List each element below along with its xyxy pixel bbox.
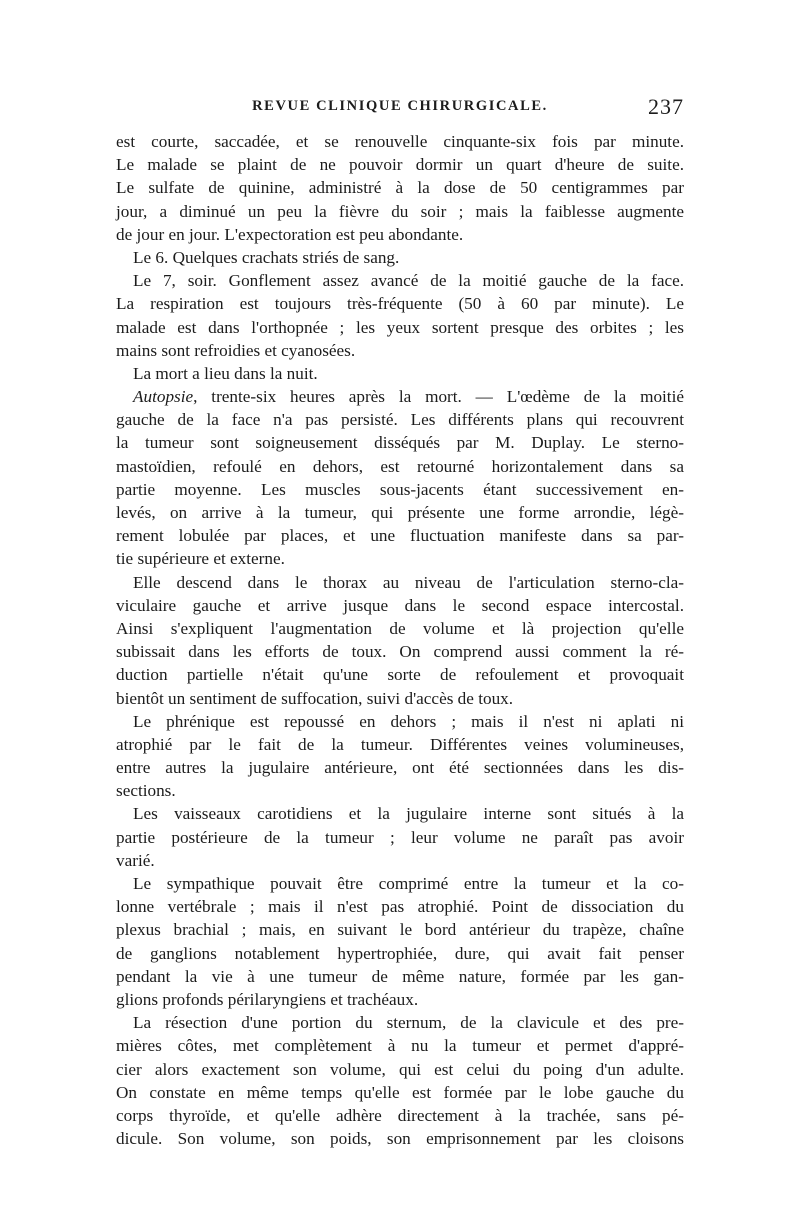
text-line: partie postérieure de la tumeur ; leur volume ne paraît pas avoir	[116, 827, 684, 847]
text-line: subissait dans les efforts de toux. On comprend aussi comment la ré-	[116, 642, 684, 662]
text-line: malade est dans l'orthopnée ; les yeux sortent presque des orbites ; les	[116, 317, 684, 337]
text-line: dicule. Son volume, son poids, son emprisonnement par les cloisons	[116, 1129, 684, 1149]
text-line: La respiration est toujours très-fréquente (50 à 60 par minute). Le	[116, 294, 684, 314]
text-line: On constate en même temps qu'elle est formée par le lobe gauche du	[116, 1082, 684, 1102]
text-line: lonne vertébrale ; mais il n'est pas atrophié. Point de dissociation du	[116, 897, 684, 917]
text-line: Le sulfate de quinine, administré à la dose de 50 centigrammes par	[116, 178, 684, 198]
text-line: atrophié par le fait de la tumeur. Différentes veines volumineuses,	[116, 734, 684, 754]
text-line: duction partielle n'était qu'une sorte de refoulement et provoquait	[116, 665, 684, 685]
text-line: de ganglions notablement hypertrophiée, dure, qui avait fait penser	[116, 943, 684, 963]
text-line: mains sont refroidies et cyanosées.	[116, 340, 356, 360]
running-title: REVUE CLINIQUE CHIRURGICALE.	[252, 98, 548, 114]
body-text	[116, 130, 684, 1150]
text-line: mières côtes, met complètement à nu la tumeur et permet d'appré-	[116, 1036, 684, 1056]
text-line: gauche de la face n'a pas persisté. Les différents plans qui recouvrent	[116, 410, 684, 430]
text-line: jour, a diminué un peu la fièvre du soir ; mais la faiblesse augmente	[116, 201, 684, 221]
text-line: sections.	[116, 781, 176, 801]
text-line: cier alors exactement son volume, qui est celui du poing d'un adulte.	[116, 1059, 684, 1079]
text-line: mastoïdien, refoulé en dehors, est retourné horizontalement dans sa	[116, 456, 684, 476]
text-line: est courte, saccadée, et se renouvelle cinquante-six fois par minute.	[116, 132, 684, 151]
text-line: Les vaisseaux carotidiens et la jugulaire interne sont situés à la	[133, 804, 684, 824]
text-line: corps thyroïde, et qu'elle adhère directement à la trachée, sans pé-	[116, 1105, 684, 1125]
text-line: pendant la vie à une tumeur de même nature, formée par les gan-	[116, 966, 684, 986]
text-line: La mort a lieu dans la nuit.	[133, 363, 318, 383]
text-line: bientôt un sentiment de suffocation, suivi d'accès de toux.	[116, 688, 514, 708]
text-line: Le 7, soir. Gonflement assez avancé de la moitié gauche de la face.	[133, 271, 684, 291]
text-line: varié.	[116, 850, 155, 870]
text-line: Ainsi s'expliquent l'augmentation de volume et là projection qu'elle	[116, 618, 684, 638]
text-line: Le sympathique pouvait être comprimé entre la tumeur et la co-	[133, 874, 684, 893]
text-line: Le malade se plaint de ne pouvoir dormir un quart d'heure de suite.	[116, 155, 684, 175]
running-head	[116, 94, 684, 124]
text-line: Autopsie, trente-six heures après la mort. — L'œdème de la moitié	[133, 387, 684, 407]
text-line: Elle descend dans le thorax au niveau de l'articulation sterno-cla-	[133, 572, 684, 592]
text-line: la tumeur sont soigneusement disséqués par M. Duplay. Le sterno-	[116, 433, 684, 453]
page-number: 237	[648, 94, 684, 119]
text-line: tie supérieure et externe.	[116, 549, 285, 569]
text-line: Le 6. Quelques crachats striés de sang.	[133, 247, 400, 267]
text-line: partie moyenne. Les muscles sous-jacents étant successivement en-	[116, 479, 684, 499]
text-line: de jour en jour. L'expectoration est peu abondante.	[116, 224, 464, 244]
italic-lead: Autopsie	[133, 387, 194, 407]
text-line: levés, on arrive à la tumeur, qui présente une forme arrondie, légè-	[116, 503, 684, 522]
text-line: entre autres la jugulaire antérieure, ont été sectionnées dans les dis-	[116, 758, 684, 778]
text-line: glions profonds périlaryngiens et trachéaux.	[116, 989, 419, 1009]
text-line: plexus brachial ; mais, en suivant le bord antérieur du trapèze, chaîne	[116, 920, 684, 940]
text-line: Le phrénique est repoussé en dehors ; mais il n'est ni aplati ni	[133, 711, 684, 731]
text-line: La résection d'une portion du sternum, de la clavicule et des pre-	[133, 1013, 684, 1033]
text-line: rement lobulée par places, et une fluctuation manifeste dans sa par-	[116, 526, 684, 546]
text-line: viculaire gauche et arrive jusque dans le second espace intercostal.	[116, 595, 684, 615]
